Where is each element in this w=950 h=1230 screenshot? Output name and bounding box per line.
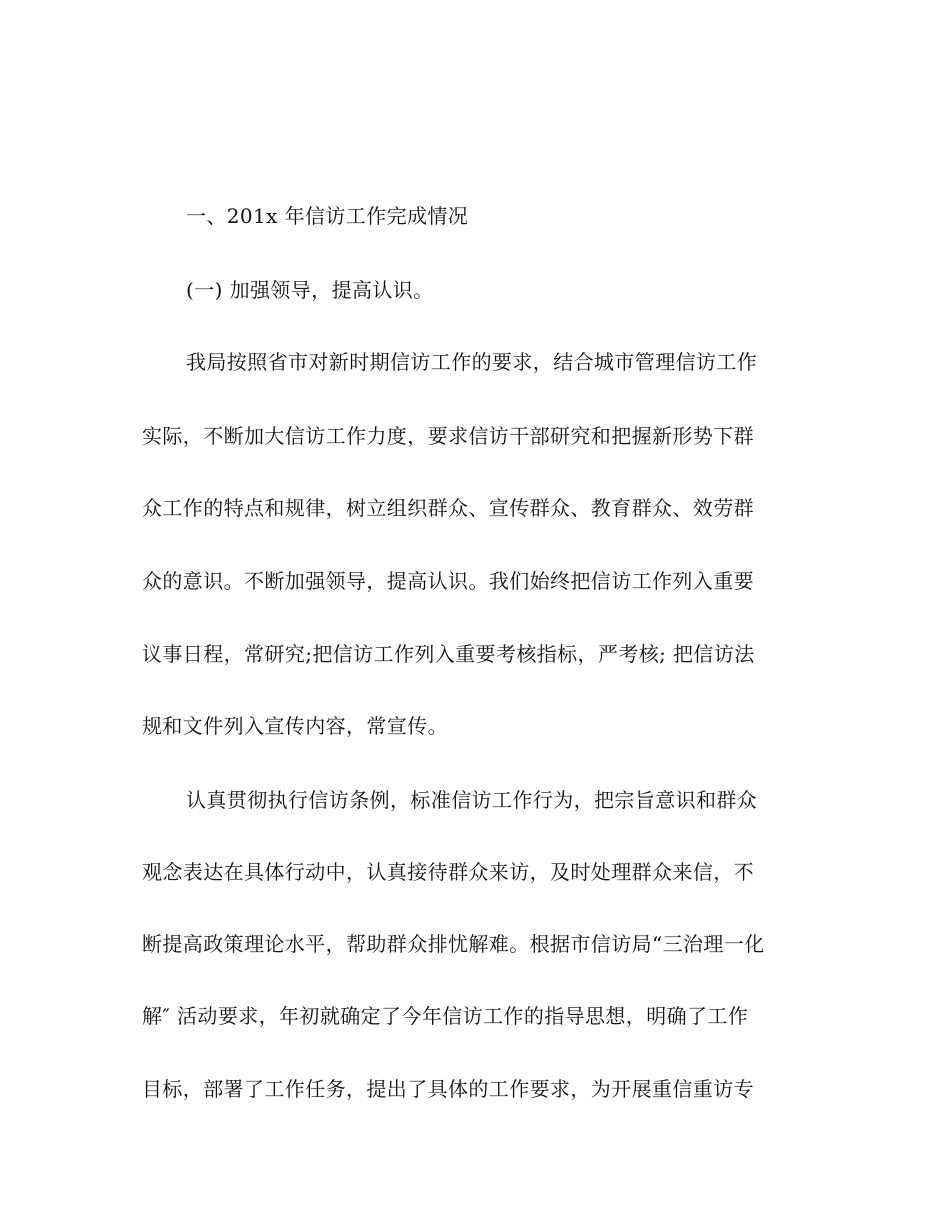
section-heading: 一、201x 年信访工作完成情况: [186, 204, 469, 228]
subsection-heading: (一) 加强领导，提高认识。: [186, 278, 434, 302]
paragraph-line: 众工作的特点和规律，树立组织群众、宣传群众、教育群众、效劳群: [142, 496, 754, 520]
paragraph-line: 认真贯彻执行信访条例，标准信访工作行为，把宗旨意识和群众: [186, 788, 758, 812]
paragraph-line: 实际，不断加大信访工作力度，要求信访干部研究和把握新形势下群: [142, 424, 754, 448]
paragraph-line: 规和文件列入宣传内容，常宣传。: [142, 714, 448, 738]
paragraph-line: 议事日程，常研究;把信访工作列入重要考核指标，严考核; 把信访法: [142, 642, 755, 666]
paragraph-line: 断提高政策理论水平，帮助群众排忧解难。根据市信访局“三治理一化: [142, 932, 765, 956]
paragraph-line: 众的意识。不断加强领导，提高认识。我们始终把信访工作列入重要: [142, 569, 754, 593]
paragraph-line: 目标，部署了工作任务，提出了具体的工作要求，为开展重信重访专: [142, 1077, 754, 1101]
paragraph-line: 解″ 活动要求，年初就确定了今年信访工作的指导思想，明确了工作: [142, 1004, 749, 1028]
paragraph-line: 观念表达在具体行动中，认真接待群众来访，及时处理群众来信，不: [142, 860, 754, 884]
paragraph-line: 我局按照省市对新时期信访工作的要求，结合城市管理信访工作: [186, 350, 758, 374]
